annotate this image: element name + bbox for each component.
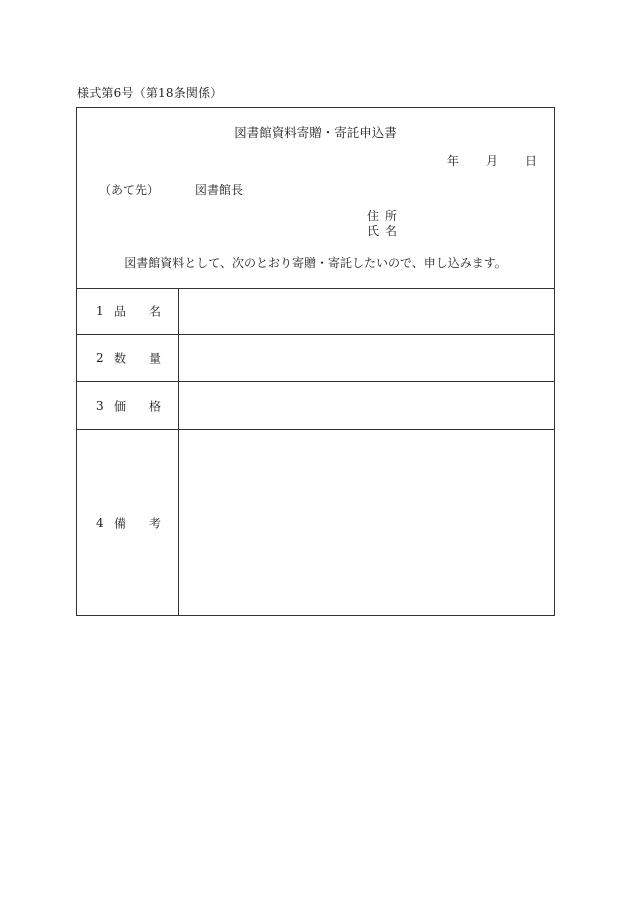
item-label	[77, 430, 179, 615]
item-remarks-field[interactable]	[179, 430, 554, 615]
application-statement: 図書館資料として、次のとおり寄贈・寄託したいので、申し込みます。	[124, 256, 507, 270]
item-label	[77, 288, 179, 334]
date-day-label: 日	[524, 154, 537, 168]
form-header	[77, 108, 554, 289]
item-name-field[interactable]	[179, 288, 554, 334]
date-month-label: 月	[485, 154, 498, 168]
item-label-char: 名	[149, 304, 162, 319]
addressee-recipient: 図書館長	[195, 183, 244, 197]
date-line	[447, 152, 537, 169]
item-row-name	[77, 288, 554, 335]
application-form	[76, 107, 555, 616]
applicant-block	[367, 209, 403, 239]
addressee-prefix: （あて先）	[99, 183, 160, 197]
item-row-price	[77, 382, 554, 430]
item-label-char: 考	[149, 516, 162, 530]
item-number: 4	[96, 515, 104, 530]
item-row-quantity	[77, 335, 554, 382]
item-price-field[interactable]	[179, 382, 554, 429]
item-row-remarks	[77, 430, 554, 615]
addressee-line	[99, 181, 244, 198]
item-number: 2	[96, 351, 104, 365]
item-label	[77, 335, 179, 381]
item-label-char: 量	[149, 351, 162, 366]
item-label-char: 格	[149, 399, 162, 413]
item-label-char: 備	[114, 516, 127, 530]
item-label	[77, 382, 179, 429]
item-number: 1	[96, 304, 104, 318]
item-quantity-field[interactable]	[179, 335, 554, 381]
address-label: 住所	[367, 209, 404, 223]
item-label-char: 品	[114, 304, 127, 319]
form-number: 様式第6号（第18条関係）	[77, 86, 223, 100]
date-year-label: 年	[447, 154, 460, 168]
item-label-char: 数	[114, 351, 127, 366]
name-label: 氏名	[367, 224, 404, 238]
form-title: 図書館資料寄贈・寄託申込書	[234, 125, 397, 140]
item-label-char: 価	[114, 399, 127, 413]
item-number: 3	[96, 398, 104, 413]
